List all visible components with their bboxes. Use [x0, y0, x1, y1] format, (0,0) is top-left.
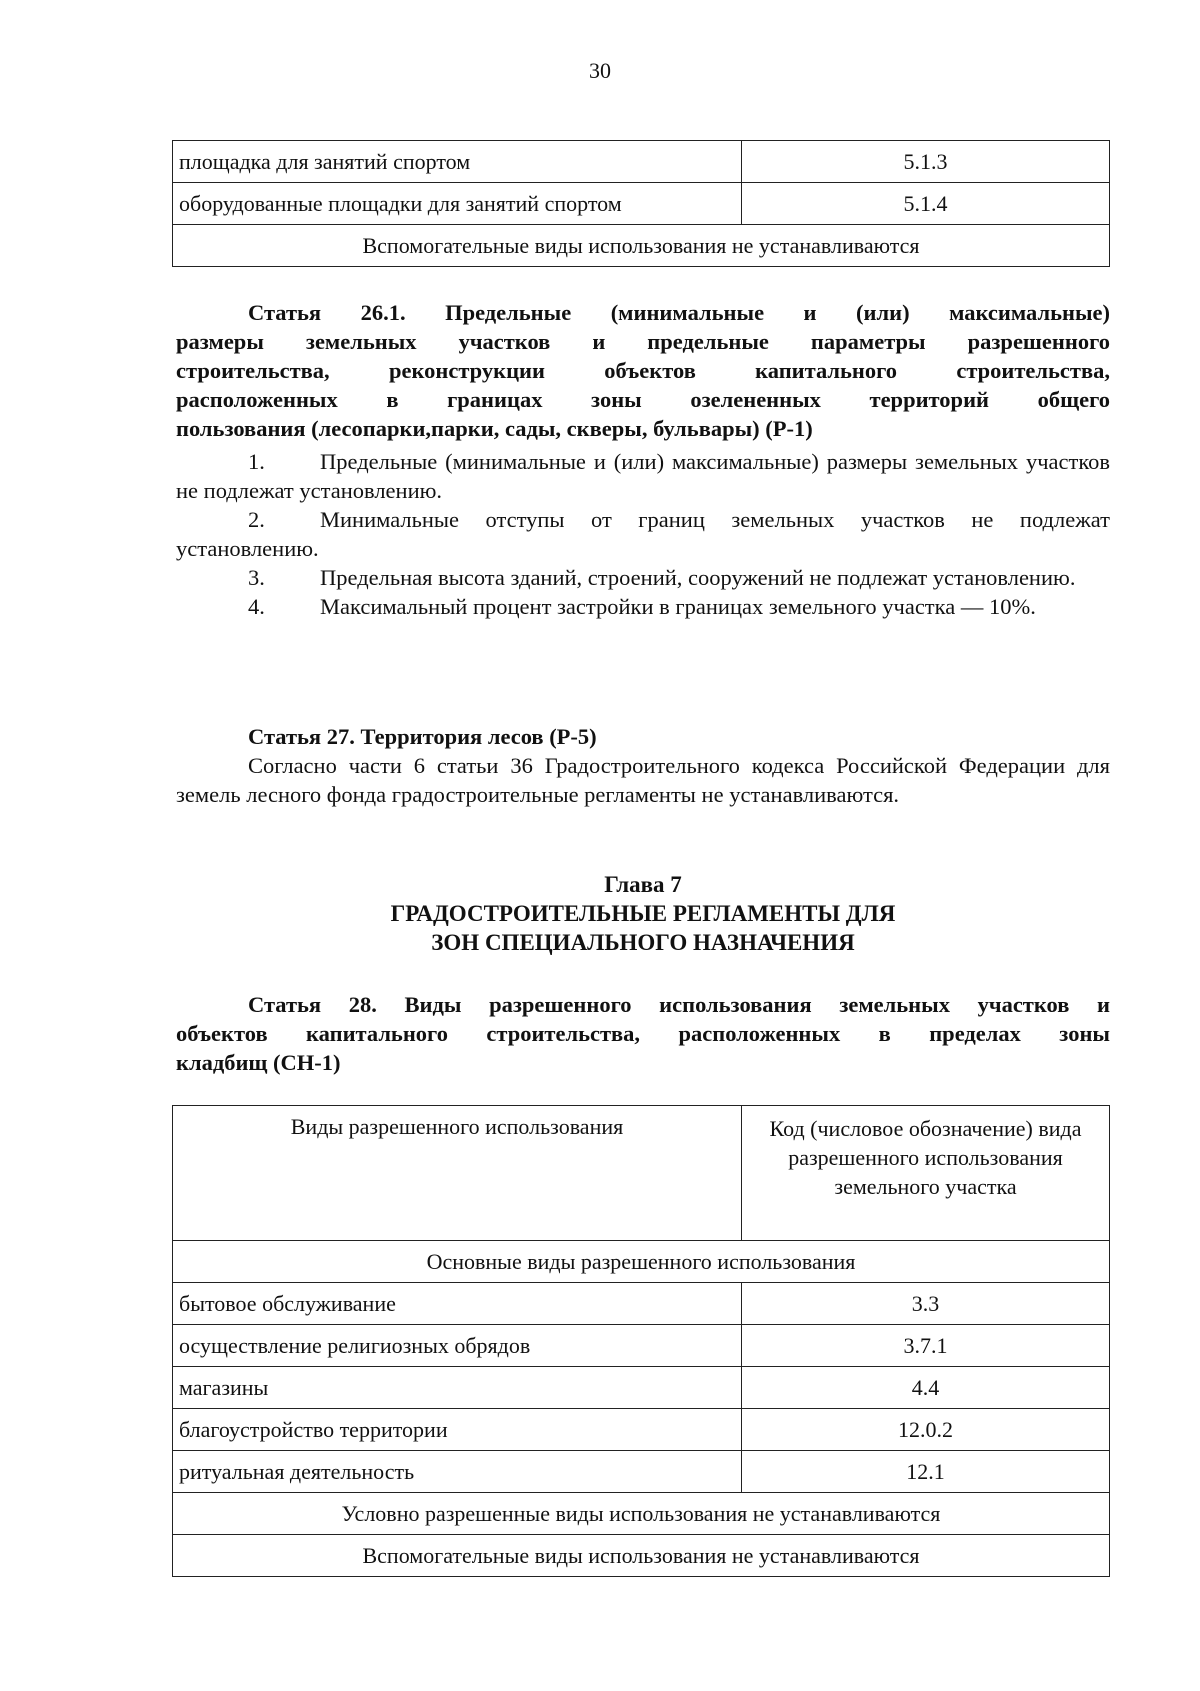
chapter-7-header	[176, 870, 1110, 957]
use-name-cell: магазины	[173, 1367, 742, 1409]
item-number: 3.	[248, 565, 265, 590]
item-number: 4.	[248, 594, 265, 619]
heading-line: объектов капитального строительства, расположенных в пределах зоны	[176, 1021, 1110, 1046]
conditional-uses-row: Условно разрешенные виды использования не устанавливаются	[173, 1493, 1110, 1535]
table-row	[173, 141, 1110, 183]
item-number: 1.	[248, 449, 265, 474]
cemetery-zone-uses-table	[172, 1105, 1110, 1577]
article-26-1-item	[176, 447, 1110, 505]
heading-line: расположенных в границах зоны озелененных территорий общего	[176, 387, 1110, 412]
use-name-cell: площадка для занятий спортом	[173, 141, 742, 183]
chapter-label: Глава 7	[604, 872, 682, 897]
table-section-row	[173, 1241, 1110, 1283]
article-27	[176, 722, 1110, 809]
permitted-uses-table-continued	[172, 140, 1110, 267]
use-code-cell: 12.1	[742, 1451, 1110, 1493]
item-text: Предельная высота зданий, строений, сооружений не подлежат установлению.	[320, 565, 1076, 590]
heading-line: Статья 28. Виды разрешенного использования земельных участков и	[248, 992, 1110, 1017]
table-section-row	[173, 1535, 1110, 1577]
article-28	[176, 990, 1110, 1077]
item-text: Предельные (минимальные и (или) максимальные) размеры земельных участков не подлежат установлению.	[176, 449, 1110, 503]
header-code-cell: Код (числовое обозначение) вида разрешенного использования земельного участка	[742, 1106, 1110, 1241]
article-26-1-item	[176, 563, 1110, 592]
table-row	[173, 1325, 1110, 1367]
article-26-1-heading	[176, 298, 1110, 443]
page-number: 30	[589, 58, 611, 83]
table-row	[173, 225, 1110, 267]
article-26-1	[176, 298, 1110, 621]
use-code-cell: 5.1.4	[742, 183, 1110, 225]
use-name-cell: благоустройство территории	[173, 1409, 742, 1451]
auxiliary-uses-row: Вспомогательные виды использования не устанавливаются	[173, 225, 1110, 267]
table-row	[173, 1283, 1110, 1325]
use-name-cell: оборудованные площадки для занятий спортом	[173, 183, 742, 225]
article-27-text: Согласно части 6 статьи 36 Градостроительного кодекса Российской Федерации для земель лесного фонда градостроительные регламенты не устанавливаются.	[176, 753, 1110, 807]
chapter-title-line: ГРАДОСТРОИТЕЛЬНЫЕ РЕГЛАМЕНТЫ ДЛЯ	[390, 901, 896, 926]
article-27-heading: Статья 27. Территория лесов (Р-5)	[248, 724, 597, 749]
use-code-cell: 3.7.1	[742, 1325, 1110, 1367]
item-text: Максимальный процент застройки в границах земельного участка — 10%.	[320, 594, 1036, 619]
heading-line: строительства, реконструкции объектов капитального строительства,	[176, 358, 1110, 383]
use-code-cell: 3.3	[742, 1283, 1110, 1325]
table-row	[173, 183, 1110, 225]
use-name-cell: осуществление религиозных обрядов	[173, 1325, 742, 1367]
use-code-cell: 5.1.3	[742, 141, 1110, 183]
table-row	[173, 1451, 1110, 1493]
article-28-heading	[176, 990, 1110, 1077]
heading-line: пользования (лесопарки,парки, сады, скверы, бульвары) (Р-1)	[176, 416, 813, 441]
table-row	[173, 1367, 1110, 1409]
article-26-1-item	[176, 592, 1110, 621]
article-26-1-item	[176, 505, 1110, 563]
item-number: 2.	[248, 507, 265, 532]
heading-line: размеры земельных участков и предельные параметры разрешенного	[176, 329, 1110, 354]
header-name-cell: Виды разрешенного использования	[173, 1106, 742, 1241]
use-name-cell: бытовое обслуживание	[173, 1283, 742, 1325]
auxiliary-uses-row: Вспомогательные виды использования не устанавливаются	[173, 1535, 1110, 1577]
table-header-row	[173, 1106, 1110, 1241]
heading-line: кладбищ (СН-1)	[176, 1050, 341, 1075]
use-name-cell: ритуальная деятельность	[173, 1451, 742, 1493]
chapter-title-line: ЗОН СПЕЦИАЛЬНОГО НАЗНАЧЕНИЯ	[431, 930, 855, 955]
heading-line: Статья 26.1. Предельные (минимальные и (или) максимальные)	[248, 300, 1110, 325]
main-uses-section: Основные виды разрешенного использования	[173, 1241, 1110, 1283]
table-section-row	[173, 1493, 1110, 1535]
table-row	[173, 1409, 1110, 1451]
use-code-cell: 12.0.2	[742, 1409, 1110, 1451]
use-code-cell: 4.4	[742, 1367, 1110, 1409]
item-text: Минимальные отступы от границ земельных участков не подлежат установлению.	[176, 507, 1110, 561]
